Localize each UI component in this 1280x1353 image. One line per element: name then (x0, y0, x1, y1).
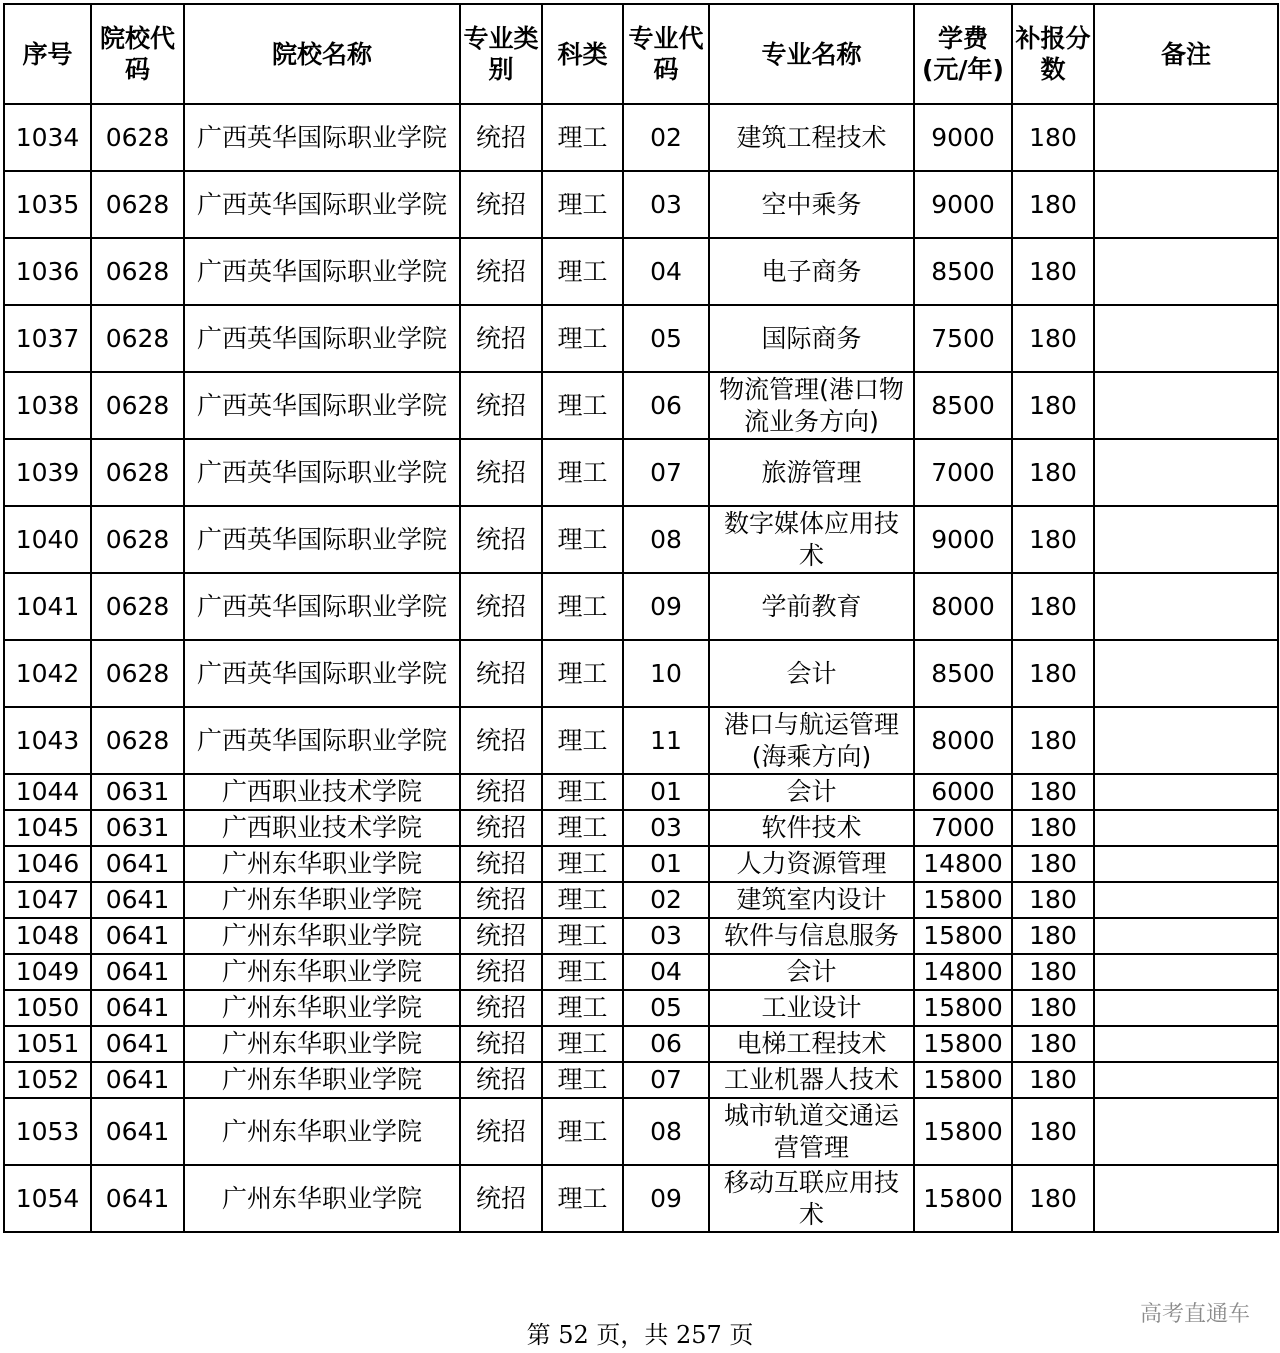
cell-tuition: 15800 (914, 1026, 1012, 1062)
table-body (4, 104, 1278, 1232)
cell-tuition: 8500 (914, 640, 1012, 707)
cell-seq: 1053 (4, 1098, 91, 1165)
cell-tuition: 15800 (914, 882, 1012, 918)
table-row (4, 372, 1278, 439)
cell-major-code: 03 (623, 171, 709, 238)
cell-tuition: 7000 (914, 439, 1012, 506)
cell-seq: 1039 (4, 439, 91, 506)
admissions-table (3, 3, 1279, 1233)
cell-note (1094, 573, 1278, 640)
cell-note (1094, 1098, 1278, 1165)
cell-school-name: 广西英华国际职业学院 (184, 506, 460, 573)
cell-note (1094, 1165, 1278, 1232)
cell-tuition: 9000 (914, 104, 1012, 171)
cell-major-code: 04 (623, 238, 709, 305)
cell-subject: 理工 (542, 506, 623, 573)
cell-note (1094, 439, 1278, 506)
cell-score: 180 (1012, 506, 1094, 573)
cell-major-category: 统招 (460, 1062, 542, 1098)
cell-major-category: 统招 (460, 1026, 542, 1062)
cell-major-name: 会计 (709, 774, 914, 810)
table-row (4, 506, 1278, 573)
cell-note (1094, 1062, 1278, 1098)
cell-note (1094, 954, 1278, 990)
cell-subject: 理工 (542, 1026, 623, 1062)
cell-seq: 1047 (4, 882, 91, 918)
cell-score: 180 (1012, 954, 1094, 990)
table-row (4, 640, 1278, 707)
cell-major-category: 统招 (460, 171, 542, 238)
cell-school-code: 0628 (91, 707, 184, 774)
cell-school-code: 0628 (91, 573, 184, 640)
cell-major-category: 统招 (460, 238, 542, 305)
cell-subject: 理工 (542, 104, 623, 171)
cell-major-name: 国际商务 (709, 305, 914, 372)
cell-school-code: 0631 (91, 810, 184, 846)
cell-major-name: 建筑室内设计 (709, 882, 914, 918)
cell-school-name: 广西职业技术学院 (184, 810, 460, 846)
cell-school-code: 0641 (91, 882, 184, 918)
cell-school-code: 0641 (91, 846, 184, 882)
cell-note (1094, 882, 1278, 918)
cell-subject: 理工 (542, 1165, 623, 1232)
cell-major-category: 统招 (460, 707, 542, 774)
cell-school-name: 广西英华国际职业学院 (184, 439, 460, 506)
cell-score: 180 (1012, 573, 1094, 640)
cell-tuition: 15800 (914, 1098, 1012, 1165)
cell-major-name: 人力资源管理 (709, 846, 914, 882)
cell-school-name: 广州东华职业学院 (184, 846, 460, 882)
cell-major-code: 05 (623, 305, 709, 372)
cell-major-name: 港口与航运管理(海乘方向) (709, 707, 914, 774)
cell-score: 180 (1012, 171, 1094, 238)
cell-major-name: 旅游管理 (709, 439, 914, 506)
cell-seq: 1044 (4, 774, 91, 810)
cell-subject: 理工 (542, 640, 623, 707)
cell-note (1094, 846, 1278, 882)
cell-school-code: 0628 (91, 238, 184, 305)
col-header-major-code: 专业代码 (623, 4, 709, 104)
cell-tuition: 8000 (914, 707, 1012, 774)
cell-school-code: 0641 (91, 1098, 184, 1165)
cell-school-name: 广州东华职业学院 (184, 990, 460, 1026)
cell-tuition: 8000 (914, 573, 1012, 640)
cell-score: 180 (1012, 918, 1094, 954)
cell-subject: 理工 (542, 707, 623, 774)
cell-note (1094, 707, 1278, 774)
cell-seq: 1049 (4, 954, 91, 990)
cell-subject: 理工 (542, 882, 623, 918)
cell-seq: 1051 (4, 1026, 91, 1062)
cell-school-code: 0628 (91, 171, 184, 238)
cell-major-category: 统招 (460, 573, 542, 640)
cell-school-code: 0628 (91, 439, 184, 506)
cell-major-code: 09 (623, 1165, 709, 1232)
cell-major-name: 数字媒体应用技术 (709, 506, 914, 573)
cell-subject: 理工 (542, 810, 623, 846)
cell-score: 180 (1012, 1098, 1094, 1165)
cell-major-name: 软件技术 (709, 810, 914, 846)
cell-tuition: 9000 (914, 506, 1012, 573)
cell-major-category: 统招 (460, 640, 542, 707)
cell-subject: 理工 (542, 1098, 623, 1165)
cell-subject: 理工 (542, 238, 623, 305)
cell-major-code: 01 (623, 774, 709, 810)
cell-seq: 1048 (4, 918, 91, 954)
cell-score: 180 (1012, 882, 1094, 918)
cell-score: 180 (1012, 1062, 1094, 1098)
cell-seq: 1037 (4, 305, 91, 372)
table-row (4, 1165, 1278, 1232)
cell-major-name: 会计 (709, 954, 914, 990)
page-footer: 第 52 页，共 257 页 (526, 1321, 754, 1349)
table-row (4, 171, 1278, 238)
cell-school-code: 0628 (91, 372, 184, 439)
table-row (4, 305, 1278, 372)
cell-school-name: 广西英华国际职业学院 (184, 707, 460, 774)
cell-score: 180 (1012, 1026, 1094, 1062)
cell-score: 180 (1012, 238, 1094, 305)
cell-major-name: 学前教育 (709, 573, 914, 640)
cell-major-category: 统招 (460, 810, 542, 846)
cell-subject: 理工 (542, 774, 623, 810)
cell-school-name: 广西英华国际职业学院 (184, 104, 460, 171)
col-header-major-category: 专业类别 (460, 4, 542, 104)
table-row (4, 810, 1278, 846)
cell-school-code: 0628 (91, 640, 184, 707)
col-header-school-name: 院校名称 (184, 4, 460, 104)
cell-school-name: 广西英华国际职业学院 (184, 305, 460, 372)
col-header-major-name: 专业名称 (709, 4, 914, 104)
cell-tuition: 15800 (914, 918, 1012, 954)
cell-note (1094, 238, 1278, 305)
cell-school-name: 广州东华职业学院 (184, 1165, 460, 1232)
cell-score: 180 (1012, 305, 1094, 372)
cell-subject: 理工 (542, 439, 623, 506)
cell-major-code: 01 (623, 846, 709, 882)
cell-major-category: 统招 (460, 1098, 542, 1165)
cell-score: 180 (1012, 990, 1094, 1026)
table-row (4, 918, 1278, 954)
cell-school-name: 广州东华职业学院 (184, 954, 460, 990)
cell-seq: 1041 (4, 573, 91, 640)
col-header-note: 备注 (1094, 4, 1278, 104)
cell-major-code: 09 (623, 573, 709, 640)
cell-major-category: 统招 (460, 1165, 542, 1232)
cell-score: 180 (1012, 1165, 1094, 1232)
cell-major-category: 统招 (460, 918, 542, 954)
cell-major-category: 统招 (460, 506, 542, 573)
cell-major-name: 物流管理(港口物流业务方向) (709, 372, 914, 439)
table-row (4, 238, 1278, 305)
cell-school-code: 0641 (91, 918, 184, 954)
cell-major-name: 建筑工程技术 (709, 104, 914, 171)
cell-major-code: 10 (623, 640, 709, 707)
table-row (4, 573, 1278, 640)
col-header-seq: 序号 (4, 4, 91, 104)
cell-subject: 理工 (542, 990, 623, 1026)
cell-major-category: 统招 (460, 104, 542, 171)
table-row (4, 439, 1278, 506)
cell-note (1094, 640, 1278, 707)
cell-subject: 理工 (542, 372, 623, 439)
cell-seq: 1054 (4, 1165, 91, 1232)
cell-subject: 理工 (542, 1062, 623, 1098)
cell-score: 180 (1012, 104, 1094, 171)
cell-score: 180 (1012, 774, 1094, 810)
table-row (4, 882, 1278, 918)
cell-major-code: 02 (623, 882, 709, 918)
cell-major-code: 04 (623, 954, 709, 990)
cell-note (1094, 774, 1278, 810)
cell-major-code: 06 (623, 1026, 709, 1062)
cell-major-name: 空中乘务 (709, 171, 914, 238)
cell-major-name: 工业设计 (709, 990, 914, 1026)
cell-seq: 1035 (4, 171, 91, 238)
cell-seq: 1045 (4, 810, 91, 846)
cell-major-name: 电子商务 (709, 238, 914, 305)
cell-note (1094, 918, 1278, 954)
col-header-score: 补报分数 (1012, 4, 1094, 104)
col-header-school-code: 院校代码 (91, 4, 184, 104)
cell-major-category: 统招 (460, 846, 542, 882)
table-row (4, 1098, 1278, 1165)
cell-major-code: 06 (623, 372, 709, 439)
cell-subject: 理工 (542, 305, 623, 372)
cell-tuition: 15800 (914, 1062, 1012, 1098)
cell-tuition: 15800 (914, 990, 1012, 1026)
cell-school-code: 0641 (91, 1165, 184, 1232)
cell-school-code: 0631 (91, 774, 184, 810)
cell-major-category: 统招 (460, 439, 542, 506)
cell-tuition: 14800 (914, 846, 1012, 882)
cell-score: 180 (1012, 846, 1094, 882)
cell-major-code: 03 (623, 918, 709, 954)
cell-note (1094, 372, 1278, 439)
cell-major-category: 统招 (460, 882, 542, 918)
table-row (4, 990, 1278, 1026)
cell-tuition: 7000 (914, 810, 1012, 846)
cell-tuition: 7500 (914, 305, 1012, 372)
table-row (4, 1062, 1278, 1098)
cell-note (1094, 171, 1278, 238)
table-row (4, 1026, 1278, 1062)
col-header-subject: 科类 (542, 4, 623, 104)
cell-major-code: 02 (623, 104, 709, 171)
cell-school-code: 0641 (91, 1026, 184, 1062)
cell-tuition: 9000 (914, 171, 1012, 238)
cell-subject: 理工 (542, 171, 623, 238)
cell-major-code: 03 (623, 810, 709, 846)
col-header-tuition: 学费(元/年) (914, 4, 1012, 104)
cell-school-code: 0641 (91, 990, 184, 1026)
cell-major-category: 统招 (460, 954, 542, 990)
cell-subject: 理工 (542, 918, 623, 954)
cell-school-code: 0628 (91, 104, 184, 171)
cell-school-name: 广州东华职业学院 (184, 1026, 460, 1062)
table-row (4, 707, 1278, 774)
cell-tuition: 6000 (914, 774, 1012, 810)
cell-school-name: 广西英华国际职业学院 (184, 238, 460, 305)
cell-note (1094, 1026, 1278, 1062)
cell-school-code: 0641 (91, 1062, 184, 1098)
cell-school-name: 广州东华职业学院 (184, 1098, 460, 1165)
cell-note (1094, 810, 1278, 846)
cell-note (1094, 305, 1278, 372)
cell-major-category: 统招 (460, 990, 542, 1026)
cell-score: 180 (1012, 640, 1094, 707)
cell-major-code: 05 (623, 990, 709, 1026)
cell-note (1094, 104, 1278, 171)
cell-major-name: 移动互联应用技术 (709, 1165, 914, 1232)
cell-major-code: 08 (623, 506, 709, 573)
cell-subject: 理工 (542, 954, 623, 990)
cell-tuition: 15800 (914, 1165, 1012, 1232)
cell-seq: 1050 (4, 990, 91, 1026)
cell-major-category: 统招 (460, 372, 542, 439)
cell-subject: 理工 (542, 573, 623, 640)
cell-score: 180 (1012, 372, 1094, 439)
cell-school-name: 广州东华职业学院 (184, 1062, 460, 1098)
cell-school-code: 0628 (91, 506, 184, 573)
cell-major-category: 统招 (460, 774, 542, 810)
cell-tuition: 8500 (914, 372, 1012, 439)
cell-major-code: 07 (623, 439, 709, 506)
cell-major-name: 软件与信息服务 (709, 918, 914, 954)
cell-note (1094, 990, 1278, 1026)
cell-school-name: 广州东华职业学院 (184, 918, 460, 954)
cell-major-name: 工业机器人技术 (709, 1062, 914, 1098)
cell-major-code: 08 (623, 1098, 709, 1165)
cell-major-category: 统招 (460, 305, 542, 372)
cell-school-name: 广西英华国际职业学院 (184, 171, 460, 238)
cell-school-name: 广西英华国际职业学院 (184, 372, 460, 439)
cell-major-name: 电梯工程技术 (709, 1026, 914, 1062)
cell-school-name: 广州东华职业学院 (184, 882, 460, 918)
cell-seq: 1036 (4, 238, 91, 305)
table-row (4, 774, 1278, 810)
cell-note (1094, 506, 1278, 573)
table-row (4, 954, 1278, 990)
cell-seq: 1043 (4, 707, 91, 774)
cell-seq: 1052 (4, 1062, 91, 1098)
cell-score: 180 (1012, 810, 1094, 846)
cell-school-name: 广西英华国际职业学院 (184, 573, 460, 640)
table-row (4, 104, 1278, 171)
cell-score: 180 (1012, 439, 1094, 506)
cell-seq: 1042 (4, 640, 91, 707)
cell-seq: 1038 (4, 372, 91, 439)
cell-tuition: 14800 (914, 954, 1012, 990)
cell-school-name: 广西职业技术学院 (184, 774, 460, 810)
header-row (4, 4, 1278, 104)
cell-major-name: 城市轨道交通运营管理 (709, 1098, 914, 1165)
cell-tuition: 8500 (914, 238, 1012, 305)
cell-seq: 1040 (4, 506, 91, 573)
cell-seq: 1034 (4, 104, 91, 171)
cell-school-code: 0641 (91, 954, 184, 990)
cell-seq: 1046 (4, 846, 91, 882)
cell-school-name: 广西英华国际职业学院 (184, 640, 460, 707)
cell-major-code: 11 (623, 707, 709, 774)
cell-subject: 理工 (542, 846, 623, 882)
cell-school-code: 0628 (91, 305, 184, 372)
cell-major-name: 会计 (709, 640, 914, 707)
table-row (4, 846, 1278, 882)
cell-major-code: 07 (623, 1062, 709, 1098)
watermark: 高考直通车 (1139, 1302, 1250, 1327)
cell-score: 180 (1012, 707, 1094, 774)
